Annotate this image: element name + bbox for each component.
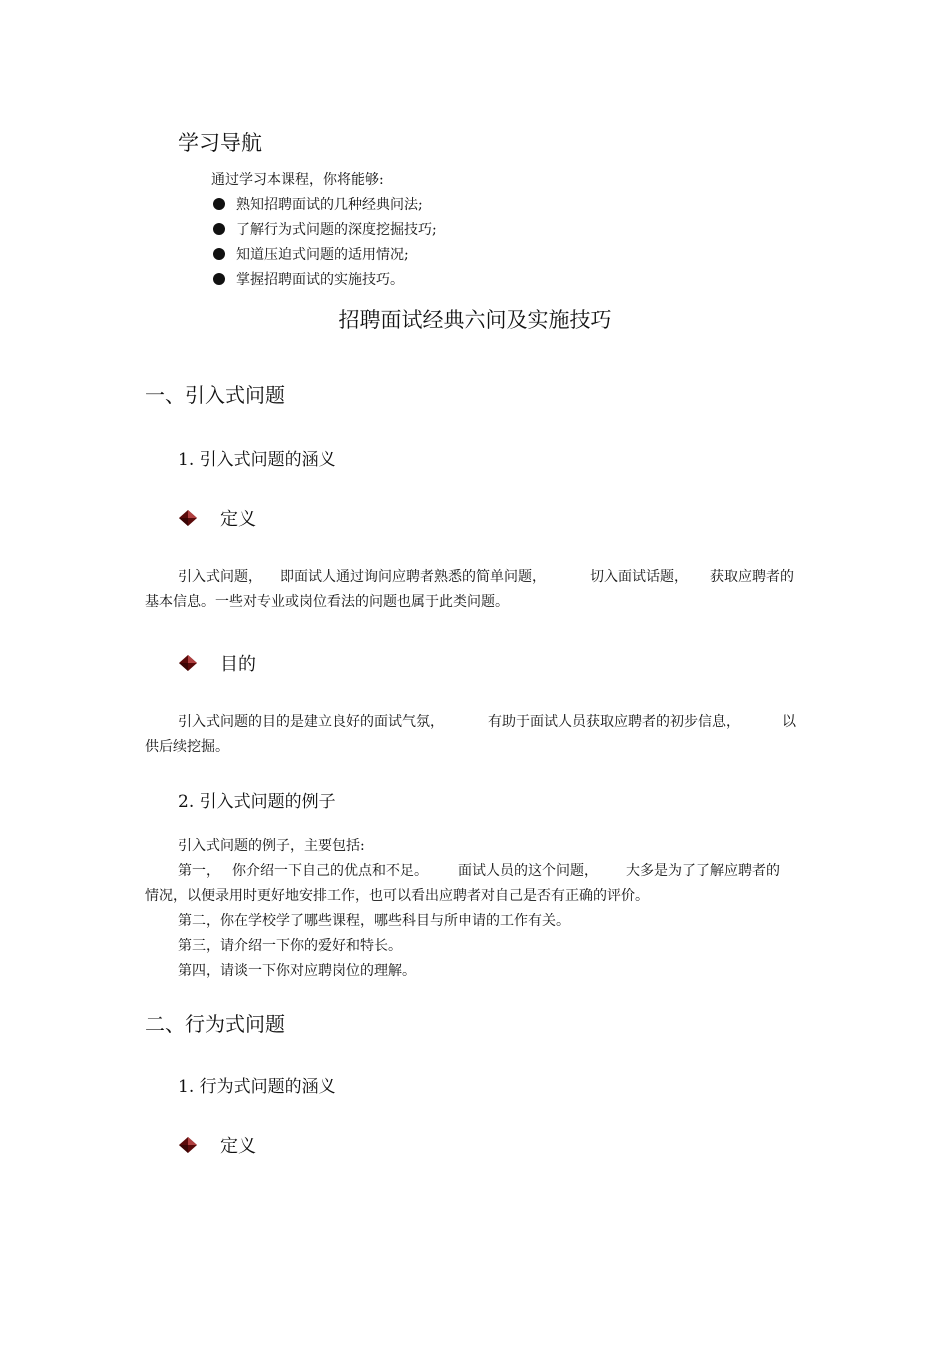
diamond-arrow-icon xyxy=(178,509,198,527)
diamond-arrow-icon xyxy=(178,654,198,672)
definition-paragraph-line-2: 基本信息。一些对专业或岗位看法的问题也属于此类问题。 xyxy=(145,594,509,610)
document-title: 招聘面试经典六问及实施技巧 xyxy=(338,308,612,332)
purpose-heading: 目的 xyxy=(178,650,256,676)
example-1-line-2: 情况，以便录用时更好地安排工作，也可以看出应聘者对自己是否有正确的评价。 xyxy=(145,888,649,904)
examples-intro: 引入式问题的例子，主要包括: xyxy=(178,838,365,854)
filled-circle-icon xyxy=(213,248,225,260)
nav-bullet-item: 知道压迫式问题的适用情况; xyxy=(213,246,409,264)
nav-bullet-item: 熟知招聘面试的几种经典问法; xyxy=(213,196,423,214)
example-3: 第三，请介绍一下你的爱好和特长。 xyxy=(178,938,402,954)
diamond-arrow-icon xyxy=(178,1136,198,1154)
filled-circle-icon xyxy=(213,198,225,210)
section-title-1: 一、引入式问题 xyxy=(145,383,285,407)
definition-paragraph-line-1: 引入式问题， 即面试人通过询问应聘者熟悉的简单问题， 切入面试话题， 获取应聘者的 xyxy=(178,569,794,585)
subsection-title-1-2: 2. 引入式问题的例子 xyxy=(178,792,336,812)
definition-heading: 定义 xyxy=(178,505,256,531)
filled-circle-icon xyxy=(213,273,225,285)
section-title-2: 二、行为式问题 xyxy=(145,1012,285,1036)
example-4: 第四，请谈一下你对应聘岗位的理解。 xyxy=(178,963,416,979)
filled-circle-icon xyxy=(213,223,225,235)
example-2: 第二，你在学校学了哪些课程，哪些科目与所申请的工作有关。 xyxy=(178,913,570,929)
subsection-title-1-1: 1. 引入式问题的涵义 xyxy=(178,450,336,470)
example-1-line-1: 第一， 你介绍一下自己的优点和不足。 面试人员的这个问题， 大多是为了了解应聘者的 xyxy=(178,863,780,879)
purpose-paragraph-line-2: 供后续挖掘。 xyxy=(145,739,229,755)
nav-bullet-item: 掌握招聘面试的实施技巧。 xyxy=(213,271,404,289)
nav-title: 学习导航 xyxy=(178,131,262,155)
nav-intro: 通过学习本课程，你将能够: xyxy=(211,172,384,188)
purpose-paragraph-line-1: 引入式问题的目的是建立良好的面试气氛， 有助于面试人员获取应聘者的初步信息， 以 xyxy=(178,714,796,730)
subsection-title-2-1: 1. 行为式问题的涵义 xyxy=(178,1077,336,1097)
definition-heading: 定义 xyxy=(178,1132,256,1158)
nav-bullet-item: 了解行为式问题的深度挖掘技巧; xyxy=(213,221,437,239)
